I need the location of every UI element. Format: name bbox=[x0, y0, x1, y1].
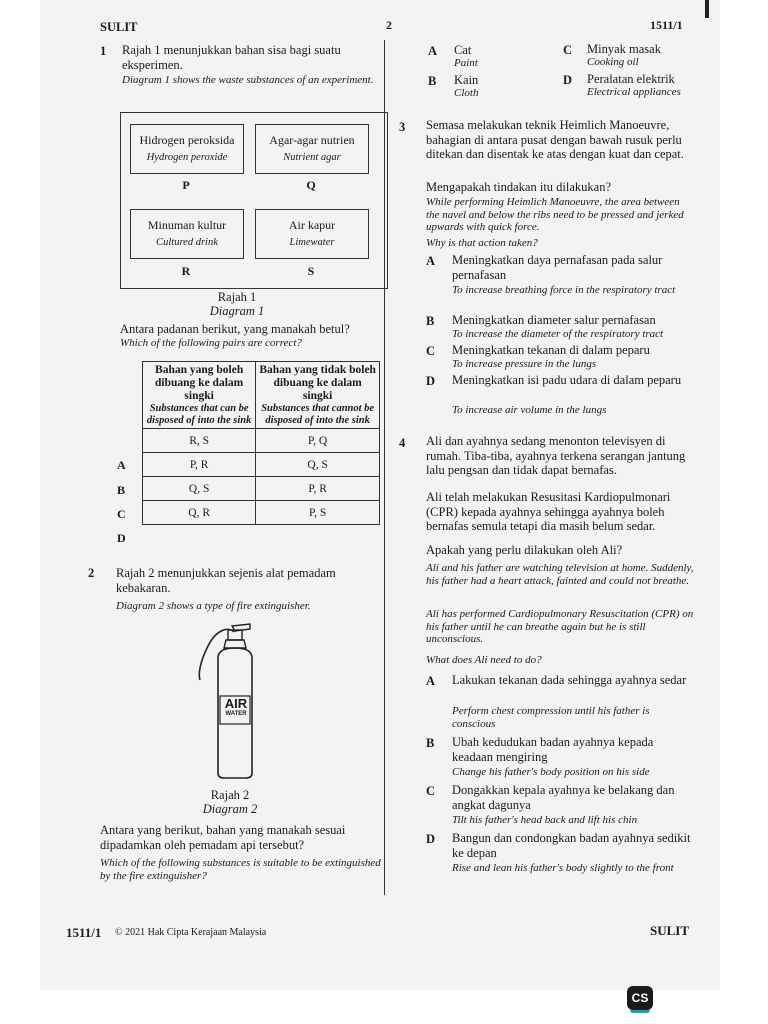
option-a-label: A bbox=[117, 458, 126, 472]
q1-answer-table bbox=[142, 361, 380, 525]
col1-header-en: Substances that can be disposed of into the sink bbox=[146, 403, 252, 426]
q3-option-a-letter: A bbox=[426, 254, 436, 268]
box-q bbox=[255, 124, 369, 174]
q3-question-en: Why is that action taken? bbox=[426, 237, 538, 249]
q4-number: 4 bbox=[399, 436, 406, 450]
box-r-en: Cultured drink bbox=[156, 237, 218, 248]
label-p: P bbox=[182, 178, 190, 192]
q2-option-c-letter: C bbox=[563, 43, 573, 57]
q1-number: 1 bbox=[100, 44, 107, 58]
page-number: 2 bbox=[386, 18, 392, 32]
q2-number: 2 bbox=[88, 566, 95, 580]
q2-option-d-letter: D bbox=[563, 73, 573, 87]
q4-option-d-en: Rise and lean his father's body slightly to the front bbox=[452, 862, 674, 874]
box-p-en: Hydrogen peroxide bbox=[146, 152, 228, 163]
q2-option-d-en: Electrical appliances bbox=[587, 86, 681, 98]
q2-option-c-ms: Minyak masak bbox=[587, 42, 661, 56]
box-p-ms: Hidrogen peroksida bbox=[139, 133, 235, 147]
q3-option-d-en: To increase air volume in the lungs bbox=[452, 404, 607, 416]
label-r: R bbox=[181, 264, 191, 278]
box-s bbox=[255, 209, 369, 259]
q2-option-b-ms: Kain bbox=[454, 73, 479, 87]
box-r bbox=[130, 209, 244, 259]
table-row bbox=[143, 477, 380, 501]
extinguisher-label-water: WATER bbox=[225, 711, 247, 717]
box-s-ms: Air kapur bbox=[288, 218, 336, 232]
q3-option-b-en: To increase the diameter of the respiratory tract bbox=[452, 328, 664, 340]
col1-header-ms: Bahan yang boleh dibuang ke dalam singki bbox=[155, 364, 244, 402]
table-cell: P, S bbox=[256, 501, 380, 525]
q2-option-c-en: Cooking oil bbox=[587, 56, 639, 68]
table-header-col1 bbox=[143, 362, 256, 429]
q4-question-ms: Apakah yang perlu dilakukan oleh Ali? bbox=[426, 543, 623, 557]
box-p bbox=[130, 124, 244, 174]
q3-option-b-letter: B bbox=[426, 314, 435, 328]
q1-stem-ms: Rajah 1 menunjukkan bahan sisa bagi suatu eksperimen. bbox=[122, 43, 341, 72]
table-cell: Q, R bbox=[143, 501, 256, 525]
diagram-1-caption-ms: Rajah 1 bbox=[217, 290, 257, 304]
header-paper-code: 1511/1 bbox=[650, 18, 683, 32]
q4-option-d-letter: D bbox=[426, 832, 436, 846]
q2-option-d-ms: Peralatan elektrik bbox=[587, 72, 675, 86]
diagram-2-caption-ms: Rajah 2 bbox=[210, 788, 250, 802]
q3-number: 3 bbox=[399, 120, 406, 134]
footer-copyright: © 2021 Hak Cipta Kerajaan Malaysia bbox=[115, 927, 267, 938]
q3-option-c-en: To increase pressure in the lungs bbox=[452, 358, 597, 370]
q1-question-ms: Antara padanan berikut, yang manakah betul? bbox=[120, 322, 350, 336]
diagram-1-caption-en: Diagram 1 bbox=[209, 304, 265, 318]
extinguisher-label-air: AIR bbox=[224, 696, 248, 711]
q3-option-c-letter: C bbox=[426, 344, 436, 358]
q4-option-c-ms: Dongakkan kepala ayahnya ke belakang dan angkat dagunya bbox=[452, 783, 675, 812]
page-edge-mark bbox=[705, 0, 709, 18]
option-b-label: B bbox=[117, 483, 126, 497]
box-q-ms: Agar-agar nutrien bbox=[269, 133, 355, 147]
option-d-label: D bbox=[117, 531, 126, 545]
q4-option-b-en: Change his father's body position on his side bbox=[452, 766, 650, 778]
q4-option-b-ms: Ubah kedudukan badan ayahnya kepada keadaan mengiring bbox=[452, 735, 654, 764]
q2-option-b-en: Cloth bbox=[454, 87, 479, 99]
table-cell: Q, S bbox=[256, 453, 380, 477]
q4-option-a-ms: Lakukan tekanan dada sehingga ayahnya sedar bbox=[452, 673, 687, 687]
q3-option-b-ms: Meningkatkan diameter salur pernafasan bbox=[452, 313, 656, 327]
q3-option-c-ms: Meningkatkan tekanan di dalam peparu bbox=[452, 343, 650, 357]
col2-header-ms: Bahan yang tidak boleh dibuang ke dalam singki bbox=[259, 364, 376, 402]
q4-para1-ms: Ali dan ayahnya sedang menonton televisyen di rumah. Tiba-tiba, ayahnya terkena serangan jantung lalu pengsan dan tidak dapat bernafas. bbox=[426, 434, 686, 477]
q3-option-d-letter: D bbox=[426, 374, 436, 388]
q1-question-en: Which of the following pairs are correct? bbox=[120, 337, 302, 349]
q2-option-a-ms: Cat bbox=[454, 43, 472, 57]
table-row bbox=[143, 501, 380, 525]
box-q-en: Nutrient agar bbox=[283, 152, 341, 163]
table-cell: Q, S bbox=[143, 477, 256, 501]
q3-option-d-ms: Meningkatkan isi padu udara di dalam peparu bbox=[452, 373, 682, 387]
footer-sulit: SULIT bbox=[650, 923, 690, 938]
q4-question-en: What does Ali need to do? bbox=[426, 654, 542, 666]
table-cell: P, R bbox=[256, 477, 380, 501]
box-s-en: Limewater bbox=[289, 237, 335, 248]
footer-paper-code: 1511/1 bbox=[66, 925, 102, 940]
diagram-2-caption-en: Diagram 2 bbox=[202, 802, 258, 816]
q3-option-a-ms: Meningkatkan daya pernafasan pada salur pernafasan bbox=[452, 253, 663, 282]
q4-para2-en: Ali has performed Cardiopulmonary Resuscitation (CPR) on his father until he can breathe again but he is still unconscious. bbox=[426, 608, 694, 645]
box-r-ms: Minuman kultur bbox=[147, 218, 227, 232]
col2-header-en: Substances that cannot be disposed of into the sink bbox=[261, 403, 375, 426]
q4-option-a-letter: A bbox=[426, 674, 436, 688]
table-header-col2 bbox=[256, 362, 380, 429]
header-sulit: SULIT bbox=[100, 20, 138, 34]
q3-stem-en: While performing Heimlich Manoeuvre, the area between the navel and below the ribs need to be pressed and jerked upwards with quick force. bbox=[426, 196, 684, 233]
table-row bbox=[143, 429, 380, 453]
q3-option-a-en: To increase breathing force in the respiratory tract bbox=[452, 284, 676, 296]
q2-question-en: Which of the following substances is suitable to be extinguished by the fire extinguisher? bbox=[100, 857, 381, 882]
q2-question-ms: Antara yang berikut, bahan yang manakah sesuai dipadamkan oleh pemadam api tersebut? bbox=[100, 823, 346, 852]
q4-option-d-ms: Bangun dan condongkan badan ayahnya sedikit ke depan bbox=[452, 831, 691, 860]
table-cell: R, S bbox=[143, 429, 256, 453]
q4-option-a-en: Perform chest compression until his father is conscious bbox=[452, 705, 650, 730]
q2-stem-en: Diagram 2 shows a type of fire extinguisher. bbox=[116, 600, 311, 612]
q4-option-c-letter: C bbox=[426, 784, 436, 798]
table-row bbox=[143, 453, 380, 477]
q2-option-b-letter: B bbox=[428, 74, 437, 88]
table-cell: P, Q bbox=[256, 429, 380, 453]
q3-question-ms: Mengapakah tindakan itu dilakukan? bbox=[426, 180, 612, 194]
option-c-label: C bbox=[117, 507, 126, 521]
camscanner-logo: CS bbox=[627, 986, 653, 1010]
q2-stem-ms: Rajah 2 menunjukkan sejenis alat pemadam kebakaran. bbox=[116, 566, 336, 595]
label-s: S bbox=[307, 264, 315, 278]
q4-para2-ms: Ali telah melakukan Resusitasi Kardiopulmonari (CPR) kepada ayahnya sehingga ayahnya boleh bernafas semula tetapi dia masih belum sedar. bbox=[426, 490, 671, 533]
label-q: Q bbox=[306, 178, 316, 192]
table-cell: P, R bbox=[143, 453, 256, 477]
q1-stem-en: Diagram 1 shows the waste substances of an experiment. bbox=[122, 74, 374, 86]
q4-option-c-en: Tilt his father's head back and lift his chin bbox=[452, 814, 638, 826]
q3-stem-ms: Semasa melakukan teknik Heimlich Manoeuvre, bahagian di antara pusat dengan bawah rusuk perlu ditekan dan disentak ke atas dengan kuat dan cepat. bbox=[426, 118, 684, 161]
q4-option-b-letter: B bbox=[426, 736, 435, 750]
q4-para1-en: Ali and his father are watching television at home. Suddenly, his father had a heart attack, fainted and could not breathe. bbox=[426, 562, 694, 587]
q2-option-a-en: Paint bbox=[454, 57, 478, 69]
q2-option-a-letter: A bbox=[428, 44, 438, 58]
